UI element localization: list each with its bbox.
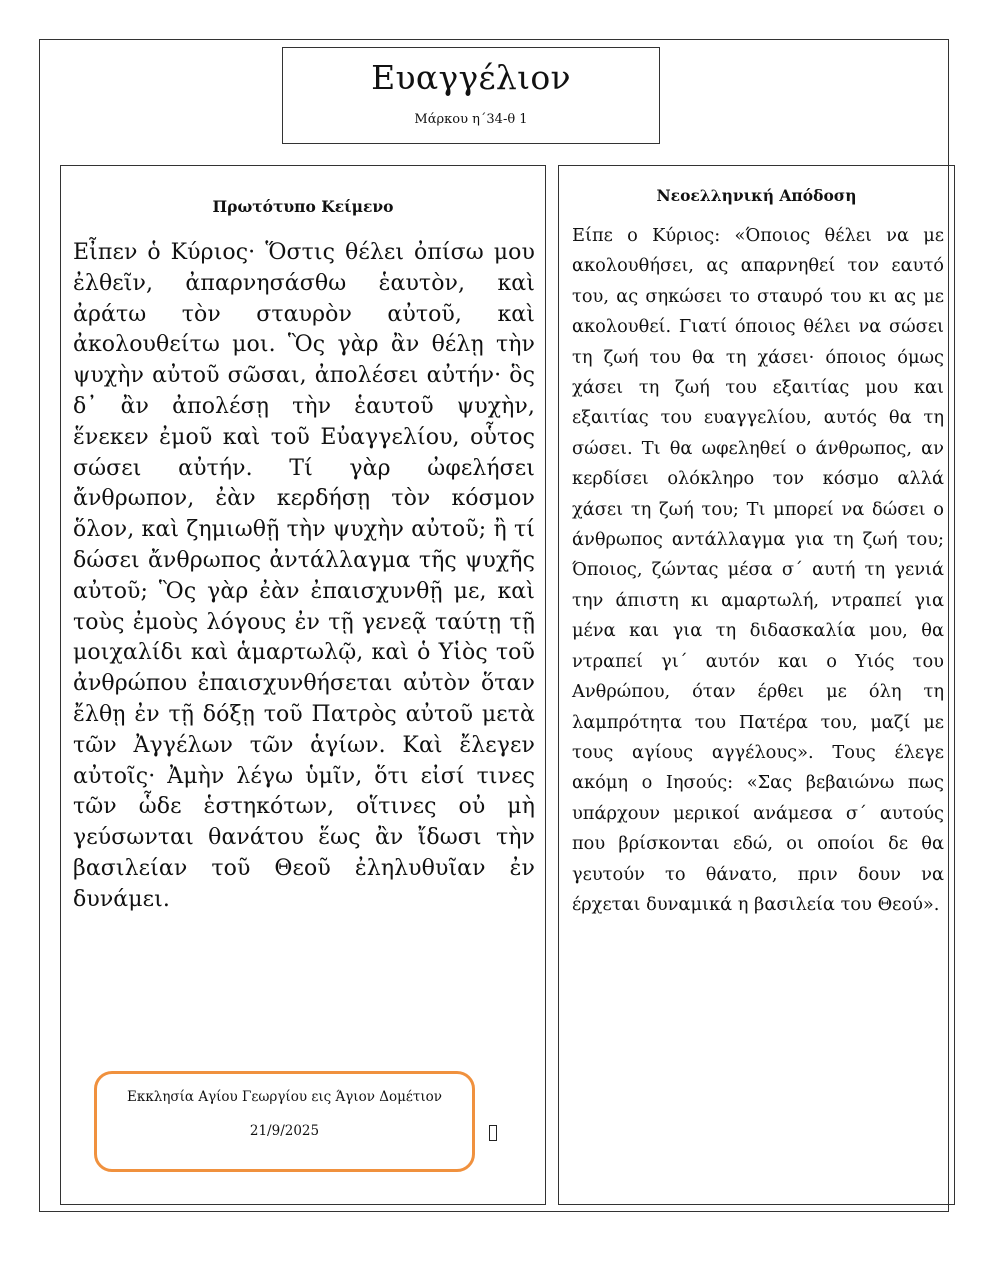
footer-date: 21/9/2025 [249, 1123, 320, 1139]
footer-box [94, 1071, 475, 1172]
original-text-column [60, 165, 546, 1205]
modern-heading: Νεοελληνική Απόδοση [656, 186, 857, 205]
modern-text-column [558, 165, 955, 1205]
church-name: Εκκλησία Αγίου Γεωργίου εις Άγιον Δομέτιον [127, 1089, 442, 1105]
title-box [282, 47, 660, 144]
scripture-reference: Μάρκου η΄34-θ 1 [414, 112, 528, 127]
modern-text: Είπε ο Κύριος: «Όποιος θέλει να με ακολουθήσει, ας απαρνηθεί τον εαυτό του, ας σηκώσει το σταυρό του κι ας με ακολουθεί. Γιατί όποιος θέλει να σώσει τη ζωή του θα τη χάσει· όποιος όμως χάσει τη ζωή του εξαιτίας μου και εξαιτίας του ευαγγελίου, αυτός θα τη σώσει. Τι θα ωφεληθεί ο άνθρωπος, αν κερδίσει ολόκληρο τον κόσμο αλλά χάσει τη ζωή του; Τι μπορεί να δώσει ο άνθρωπος αντάλλαγμα για τη ζωή του; Όποιος, ζώντας μέσα σ΄ αυτή τη γενιά την άπιστη κι αμαρτωλή, ντραπεί για μένα και για τη διδασκαλία μου, θα ντραπεί γι΄ αυτόν και ο Υιός του Ανθρώπου, όταν έρθει με όλη τη λαμπρότητα του Πατέρα του, μαζί με τους αγίους αγγέλους». Τους έλεγε ακόμη ο Ιησούς: «Σας βεβαιώνω πως υπάρχουν μερικοί ανάμεσα σ΄ αυτούς που βρίσκονται εδώ, οι οποίοι δε θα γευτούν το θάνατο, πριν δουν να έρχεται δυναμικά η βασιλεία του Θεού». [572, 225, 944, 915]
original-heading: Πρωτότυπο Κείμενο [212, 197, 394, 216]
missing-glyph-icon [489, 1125, 497, 1141]
page-title: Ευαγγέλιον [371, 58, 571, 97]
original-text: Εἶπεν ὁ Κύριος· Ὅστις θέλει ὀπίσω μου ἐλθεῖν, ἀπαρνησάσθω ἑαυτὸν, καὶ ἀράτω τὸν σταυρὸν αὐτοῦ, καὶ ἀκολουθείτω μοι. Ὃς γὰρ ἂν θέλῃ τὴν ψυχὴν αὐτοῦ σῶσαι, ἀπολέσει αὐτήν· ὃς δ᾿ ἂν ἀπολέσῃ τὴν ἑαυτοῦ ψυχὴν, ἕνεκεν ἐμοῦ καὶ τοῦ Εὐαγγελίου, οὗτος σώσει αὐτήν. Τί γὰρ ὠφελήσει ἄνθρωπον, ἐὰν κερδήσῃ τὸν κόσμον ὅλον, καὶ ζημιωθῇ τὴν ψυχὴν αὐτοῦ; ἢ τί δώσει ἄνθρωπος ἀντάλλαγμα τῆς ψυχῆς αὐτοῦ; Ὃς γὰρ ἐὰν ἐπαισχυνθῇ με, καὶ τοὺς ἐμοὺς λόγους ἐν τῇ γενεᾷ ταύτῃ τῇ μοιχαλίδι καὶ ἁμαρτωλῷ, καὶ ὁ Υἱὸς τοῦ ἀνθρώπου ἐπαισχυνθήσεται αὐτὸν ὅταν ἔλθῃ ἐν τῇ δόξῃ τοῦ Πατρὸς αὐτοῦ μετὰ τῶν Ἀγγέλων τῶν ἁγίων. Καὶ ἔλεγεν αὐτοῖς· Ἀμὴν λέγω ὑμῖν, ὅτι εἰσί τινες τῶν ὧδε ἑστηκότων, οἵτινες οὐ μὴ γεύσωνται θανάτου ἕως ἂν ἴδωσι τὴν βασιλείαν τοῦ Θεοῦ ἐληλυθυῖαν ἐν δυνάμει. [73, 240, 535, 912]
